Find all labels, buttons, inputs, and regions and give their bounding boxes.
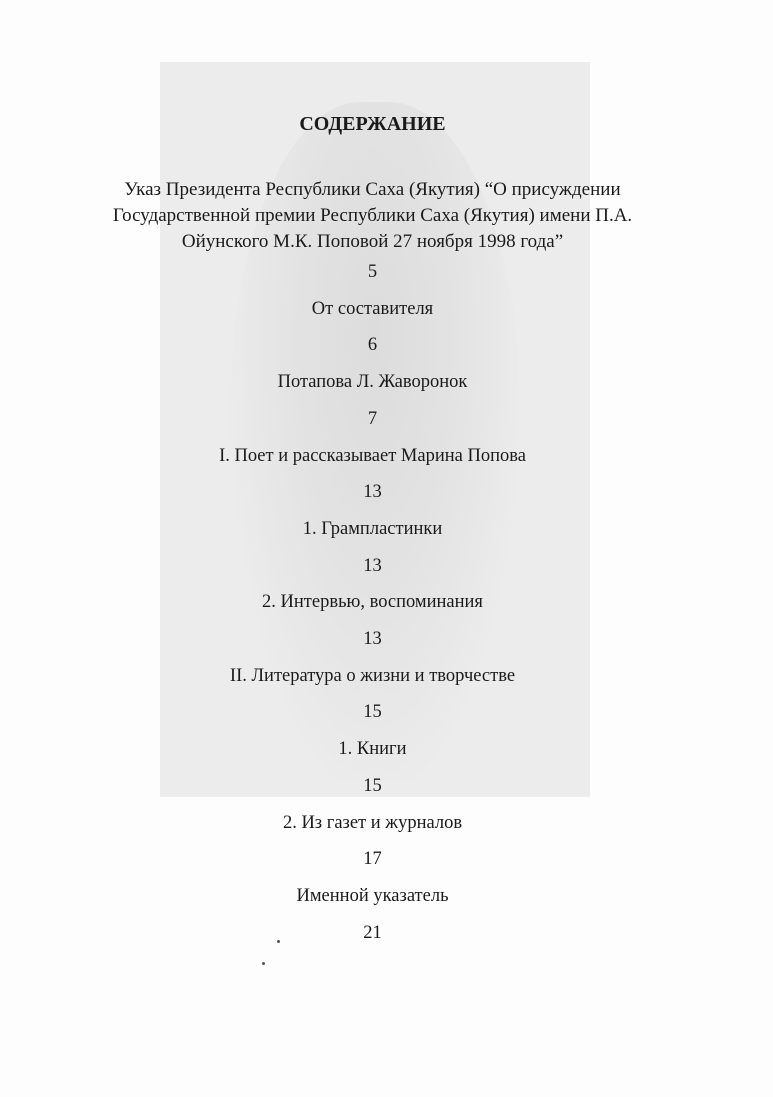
entry-title: 1. Грампластинки [302,518,443,539]
scan-speck [277,940,280,943]
entry-title-line: Ойунского М.К. Поповой 27 ноября 1998 года” [181,231,564,252]
entry-page-number: 13 [363,482,382,503]
entry-title-line: Указ Президента Республики Саха (Якутия) “О присуждении [124,179,621,200]
entry-title-line: Государственной премии Республики Саха (Якутия) имени П.А. [112,205,633,226]
table-of-contents [0,254,745,951]
entry-title: 1. Книги [338,739,407,760]
scan-speck [262,962,265,965]
entry-page-number: 5 [367,262,378,282]
page-title: СОДЕРЖАНИЕ [299,113,446,135]
entry-page-number: 13 [363,555,382,576]
entry-title: От составителя [311,298,434,319]
entry-page-number: 13 [363,629,382,650]
entry-title: Потапова Л. Жаворонок [277,372,468,393]
entry-title: 2. Из газет и журналов [282,812,463,833]
entry-page-number: 6 [367,335,378,356]
entry-page-number: 15 [363,702,382,723]
entry-page-number: 17 [363,849,382,870]
entry-title: Именной указатель [296,885,449,906]
entry-page-number: 15 [363,775,382,796]
toc-entry-decree [0,177,745,255]
entry-page-number: 7 [367,408,378,429]
entry-page-number: 21 [363,922,382,943]
entry-title: II. Литература о жизни и творчестве [229,665,516,686]
entry-title: I. Поет и рассказывает Марина Попова [219,445,526,466]
entry-title: 2. Интервью, воспоминания [262,592,483,613]
